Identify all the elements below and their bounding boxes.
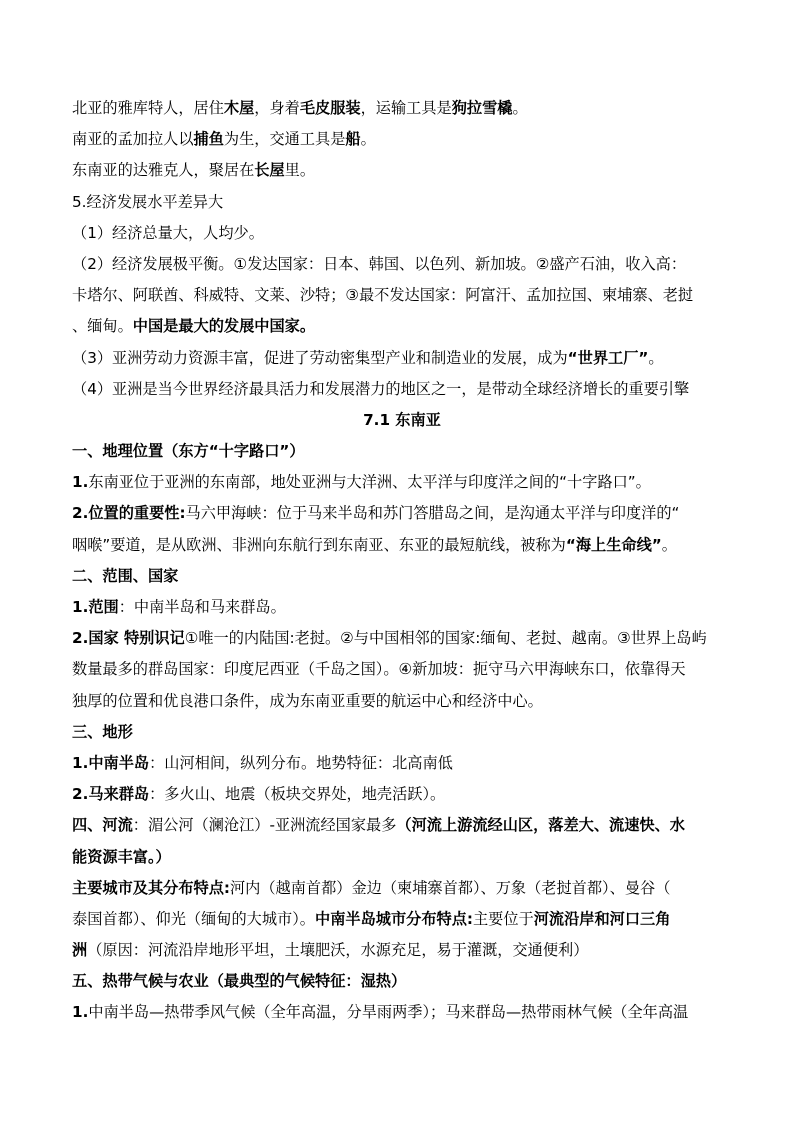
- text-line: [72, 218, 732, 249]
- text-line: [72, 249, 732, 280]
- text-line: [72, 124, 732, 155]
- heading: [72, 966, 732, 997]
- text-line: [72, 748, 732, 779]
- text: ，运输工具是: [360, 99, 452, 117]
- bold-text: 中国是最大的发展中国家。: [132, 317, 315, 336]
- text-line: [72, 592, 732, 623]
- bold-text: 捕鱼: [193, 130, 224, 149]
- bold-text: 能资源丰富。）: [72, 847, 171, 866]
- text-line: [72, 842, 732, 873]
- text: 咽喉”要道，是从欧洲、非洲向东航行到东南亚、东亚的最短航线，被称为: [72, 535, 566, 554]
- text-line: [72, 530, 732, 561]
- text: （1）经济总量大，人均少。: [72, 223, 264, 242]
- text: 。: [648, 348, 664, 367]
- bold-text: （河流上游流经山区，落差大、流速快、水: [396, 816, 685, 835]
- text-line: [72, 935, 732, 966]
- bold-text: 主要城市及其分布特点:: [72, 878, 230, 897]
- bold-text: 2.位置的重要性:: [72, 504, 186, 523]
- text-line: [72, 654, 732, 685]
- text: 5.经济发展水平差异大: [72, 192, 224, 211]
- bold-text: （最典型的气候特征：湿热）: [208, 972, 407, 991]
- text: ：多火山、地震（板块交界处，地壳活跃）。: [149, 785, 446, 804]
- text-line: [72, 904, 732, 935]
- heading: [72, 436, 732, 467]
- text-line: [72, 873, 732, 904]
- text: 东南亚位于亚洲的东南部，地处亚洲与大洋洲、太平洋与印度洋之间的“十字路口”。: [88, 473, 651, 492]
- bold-text: 中南半岛城市分布特点:: [315, 909, 473, 928]
- text-line: [72, 187, 732, 218]
- bold-text: 河流沿岸和河口三角: [533, 909, 671, 928]
- text-line: [72, 623, 732, 654]
- text: 泰国首都）、仰光（缅甸的大城市）。: [72, 909, 315, 928]
- text: ①唯一的内陆国:老挝。②与中国相邻的国家:缅甸、老挝、越南。③世界上岛屿: [184, 629, 707, 648]
- text: 卡塔尔、阿联酋、科威特、文莱、沙特；③最不发达国家：阿富汗、孟加拉国、柬埔寨、老挝: [72, 286, 694, 305]
- bold-text: 毛皮服装: [299, 99, 361, 117]
- bold-text: 1.范围: [72, 598, 119, 616]
- text: （原因：河流沿岸地形平坦，土壤肥沃，水源充足，易于灌溉，交通便利）: [87, 941, 589, 960]
- bold-text: 2.马来群岛: [72, 785, 150, 804]
- text-line: [72, 311, 732, 342]
- text: ：湄公河（澜沧江）-亚洲流经国家最多: [132, 816, 397, 835]
- text-line: [72, 155, 732, 186]
- bold-text: 船: [345, 130, 361, 149]
- text-line: [72, 997, 732, 1028]
- text: （3）亚洲劳动力资源丰富，促进了劳动密集型产业和制造业的发展，成为: [72, 348, 568, 367]
- bold-text: 狗拉雪橇: [451, 99, 513, 117]
- heading-text: 一、地理位置（东方“十字路口”）: [72, 442, 305, 461]
- text: ，身着: [254, 99, 300, 117]
- bold-text: 四、河流: [72, 816, 133, 835]
- text: 南亚的孟加拉人以: [72, 130, 194, 149]
- text: 里。: [284, 161, 315, 180]
- text-line: [72, 810, 732, 841]
- text: （2）经济发展极平衡。①发达国家：日本、韩国、以色列、新加坡。②盛产石油，收入高：: [72, 254, 687, 273]
- section-title-text: 7.1 东南亚: [363, 410, 441, 429]
- text: 东南亚的达雅克人，聚居在: [72, 161, 255, 180]
- section-title: [72, 405, 732, 436]
- bold-text: 长屋: [254, 161, 285, 180]
- text-line: [72, 686, 732, 717]
- text: 。: [661, 535, 677, 554]
- text: （4）亚洲是当今世界经济最具活力和发展潜力的地区之一，是带动全球经济增长的重要引擎: [72, 379, 690, 398]
- bold-text: 2.国家 特别识记: [72, 629, 185, 648]
- text: ：山河相间，纵列分布。地势特征：北高南低: [149, 753, 453, 772]
- document-page: [72, 93, 732, 1029]
- text: 中南半岛—热带季风气候（全年高温，分旱雨两季）；马来群岛—热带雨林气候（全年高温: [88, 1003, 689, 1022]
- bold-text: 洲: [72, 941, 88, 960]
- heading-text: 二、范围、国家: [72, 566, 179, 585]
- bold-text: “世界工厂”: [567, 348, 649, 367]
- bold-text: 木屋: [223, 99, 255, 117]
- text-line: [72, 374, 732, 405]
- text-line: [72, 779, 732, 810]
- text: ：中南半岛和马来群岛。: [118, 598, 286, 616]
- text-line: [72, 498, 732, 529]
- text: 为生，交通工具是: [223, 130, 346, 149]
- text: 数量最多的群岛国家：印度尼西亚（千岛之国）。④新加坡：扼守马六甲海峡东口，依靠得天: [72, 660, 686, 679]
- text: 独厚的位置和优良港口条件，成为东南亚重要的航运中心和经济中心。: [72, 691, 543, 710]
- text: 马六甲海峡：位于马来半岛和苏门答腊岛之间，是沟通太平洋与印度洋的“: [185, 504, 680, 523]
- text: 。: [512, 99, 528, 117]
- text-line: [72, 280, 732, 311]
- bold-text: 1.中南半岛: [72, 753, 150, 772]
- bold-text: 1.: [72, 473, 89, 492]
- heading-text: 五、热带气候与农业: [72, 972, 209, 991]
- text-line: [72, 343, 732, 374]
- text: 。: [360, 130, 376, 149]
- heading: [72, 717, 732, 748]
- heading-text: 三、地形: [72, 722, 133, 741]
- text: 主要位于: [472, 909, 534, 928]
- text-line: [72, 467, 732, 498]
- text: 、缅甸。: [72, 317, 133, 336]
- text-line: [72, 93, 732, 124]
- bold-text: “海上生命线”: [565, 535, 662, 554]
- heading: [72, 561, 732, 592]
- text: 北亚的雅库特人，居住: [72, 99, 224, 117]
- bold-text: 1.: [72, 1003, 89, 1022]
- text: 河内（越南首都）金边（柬埔寨首都）、万象（老挝首都）、曼谷（: [229, 878, 671, 897]
